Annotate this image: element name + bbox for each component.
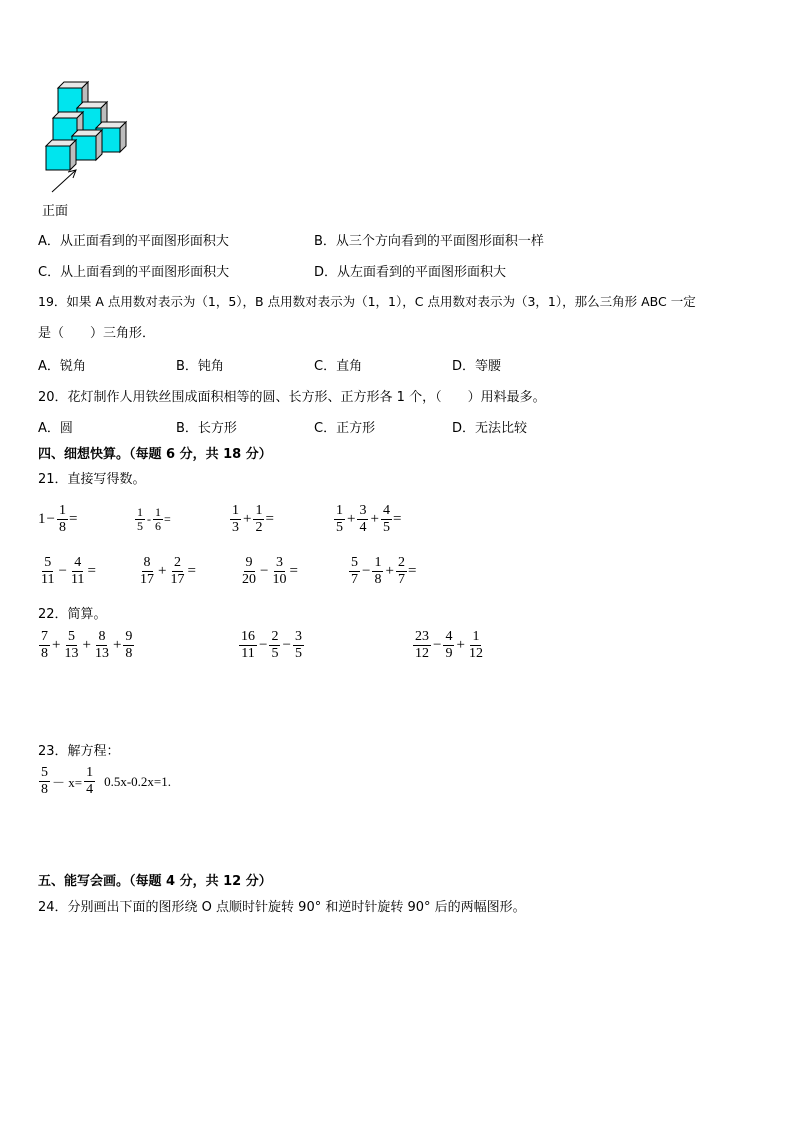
fraction: $\frac{1}{12}$	[468, 629, 483, 661]
q22-title: 22．简算。	[38, 607, 107, 622]
q18-option-b[interactable]: B．从三个方向看到的平面图形面积一样	[314, 234, 544, 249]
q21-expr-6: $\frac{8}{17}$ + $\frac{2}{17}$ =	[140, 555, 196, 587]
fraction: $\frac{1}{6}$	[155, 505, 161, 533]
q22-expr-3: $\frac{23}{12}$ − $\frac{4}{9}$ + $\frac{1}{12}$	[415, 629, 483, 661]
q18-option-d[interactable]: D．从左面看到的平面图形面积大	[314, 265, 507, 280]
q18-option-a[interactable]: A．从正面看到的平面图形面积大	[38, 234, 229, 249]
q23-equation-1: $\frac{5}{8}$ － x= $\frac{1}{4}$ 0.5x-0.2x=1.	[41, 765, 172, 797]
q19-option-c[interactable]: C．直角	[314, 359, 363, 374]
fraction: $\frac{1}{5}$	[137, 505, 143, 533]
q21-title: 21．直接写得数。	[38, 472, 146, 487]
q24-question: 24．分别画出下面的图形绕 O 点顺时针旋转 90° 和逆时针旋转 90° 后的两幅图形。	[38, 900, 526, 915]
q23-equation-2: 0.5x-0.2x=1.	[104, 773, 172, 789]
q21-expr-2: $\frac{1}{5}$ - $\frac{1}{6}$ =	[137, 505, 171, 533]
fraction: $\frac{23}{12}$	[415, 629, 429, 661]
fraction: $\frac{16}{11}$	[241, 629, 255, 661]
fraction: $\frac{3}{4}$	[359, 503, 367, 535]
fraction: $\frac{5}{13}$	[64, 629, 79, 661]
fraction: $\frac{4}{5}$	[382, 503, 390, 535]
section-5-heading: 五、能写会画。（每题 4 分，共 12 分）	[38, 874, 272, 889]
fraction: $\frac{1}{2}$	[255, 503, 263, 535]
q21-expr-8: $\frac{5}{7}$ − $\frac{1}{8}$ + $\frac{2}{7}$ =	[351, 555, 417, 587]
q18-option-c[interactable]: C．从上面看到的平面图形面积大	[38, 265, 230, 280]
section-4-heading: 四、细想快算。（每题 6 分，共 18 分）	[38, 447, 272, 462]
q21-expr-4: $\frac{1}{5}$ + $\frac{3}{4}$ + $\frac{4}{5}$ =	[336, 503, 402, 535]
fraction: $\frac{4}{9}$	[445, 629, 453, 661]
fraction: $\frac{1}{8}$	[58, 503, 66, 535]
view-arrow-icon	[52, 170, 76, 192]
fraction: $\frac{8}{17}$	[140, 555, 154, 587]
fraction: $\frac{1}{8}$	[374, 555, 382, 587]
q19-question-line2: 是（ ）三角形．	[38, 326, 156, 341]
q21-expr-3: $\frac{1}{3}$ + $\frac{1}{2}$ =	[232, 503, 274, 535]
figure-caption: 正面	[42, 204, 69, 219]
q20-option-a[interactable]: A．圆	[38, 421, 73, 436]
fraction: $\frac{7}{8}$	[41, 629, 48, 661]
q21-expr-5: $\frac{5}{11}$ − $\frac{4}{11}$ =	[41, 555, 96, 587]
q19-option-d[interactable]: D．等腰	[452, 359, 502, 374]
fraction: $\frac{9}{20}$	[242, 555, 256, 587]
fraction: $\frac{5}{11}$	[41, 555, 55, 587]
q19-option-b[interactable]: B．钝角	[176, 359, 224, 374]
fraction: $\frac{3}{10}$	[272, 555, 287, 587]
fraction: $\frac{9}{8}$	[125, 629, 133, 661]
fraction: $\frac{2}{7}$	[397, 555, 405, 587]
q19-option-a[interactable]: A．锐角	[38, 359, 86, 374]
q21-expr-1: 1 − $\frac{1}{8}$ =	[38, 503, 78, 535]
q22-expr-2: $\frac{16}{11}$ − $\frac{2}{5}$ − $\frac{3}{5}$	[241, 629, 302, 661]
q21-expr-7: $\frac{9}{20}$ − $\frac{3}{10}$ =	[242, 555, 298, 587]
q20-option-b[interactable]: B．长方形	[176, 421, 237, 436]
fraction: $\frac{4}{11}$	[70, 555, 85, 587]
fraction: $\frac{1}{3}$	[232, 503, 239, 535]
q20-option-c[interactable]: C．正方形	[314, 421, 376, 436]
fraction: $\frac{8}{13}$	[94, 629, 109, 661]
fraction: $\frac{5}{7}$	[351, 555, 358, 587]
q20-option-d[interactable]: D．无法比较	[452, 421, 528, 436]
q22-expr-1: $\frac{7}{8}$ + $\frac{5}{13}$ + $\frac{8}{13}$ + $\frac{9}{8}$	[41, 629, 133, 661]
fraction: $\frac{2}{17}$	[170, 555, 185, 587]
q19-question-line1: 19．如果 A 点用数对表示为（1，5），B 点用数对表示为（1，1），C 点用数对表示为（3，1），那么三角形 ABC 一定	[38, 294, 696, 309]
fraction: $\frac{1}{4}$	[86, 765, 94, 797]
fraction: $\frac{5}{8}$	[41, 765, 48, 797]
q20-question: 20．花灯制作人用铁丝围成面积相等的圆、长方形、正方形各 1 个，（ ）用料最多。	[38, 390, 546, 405]
cube-stack-figure	[40, 78, 130, 198]
fraction: $\frac{2}{5}$	[271, 629, 279, 661]
fraction: $\frac{3}{5}$	[294, 629, 302, 661]
q23-title: 23．解方程：	[38, 744, 120, 759]
fraction: $\frac{1}{5}$	[336, 503, 343, 535]
